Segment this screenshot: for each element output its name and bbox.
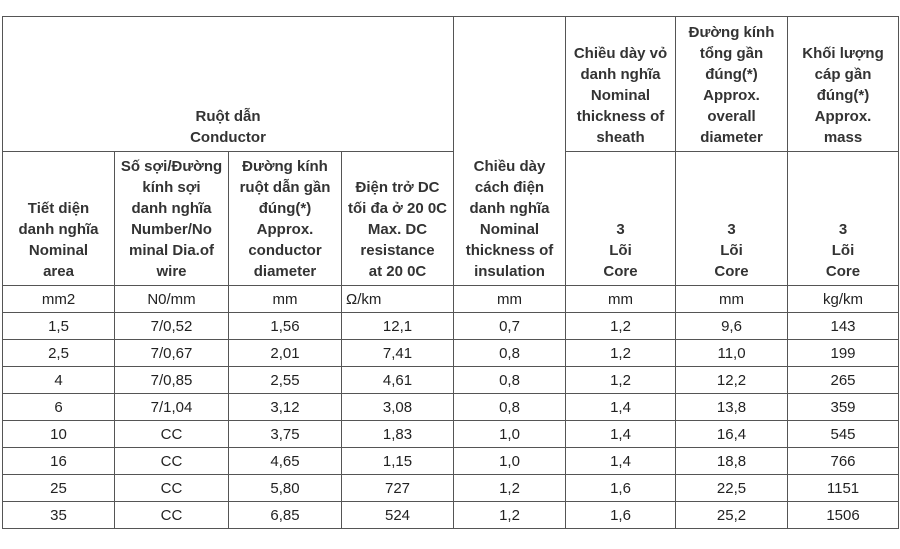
- table-cell: 1,2: [566, 367, 676, 394]
- table-cell: 1,4: [566, 421, 676, 448]
- table-cell: 12,2: [676, 367, 788, 394]
- unit-cell: N0/mm: [115, 286, 229, 313]
- unit-cell: mm: [676, 286, 788, 313]
- table-cell: 7/0,67: [115, 340, 229, 367]
- table-row: [3, 394, 899, 421]
- table-cell: 12,1: [342, 313, 454, 340]
- diameter-core-header: 3 Lõi Core: [676, 152, 788, 286]
- table-cell: 1,4: [566, 448, 676, 475]
- sheath-core-header: 3 Lõi Core: [566, 152, 676, 286]
- table-cell: 25,2: [676, 502, 788, 529]
- table-cell: 0,7: [454, 313, 566, 340]
- table-cell: 7,41: [342, 340, 454, 367]
- table-cell: 6,85: [229, 502, 342, 529]
- table-cell: 0,8: [454, 394, 566, 421]
- table-cell: 0,8: [454, 367, 566, 394]
- table-row: [3, 502, 899, 529]
- table-cell: 4: [3, 367, 115, 394]
- unit-cell: kg/km: [788, 286, 899, 313]
- table-cell: 2,55: [229, 367, 342, 394]
- table-cell: 18,8: [676, 448, 788, 475]
- table-cell: 4,61: [342, 367, 454, 394]
- sheath-thickness-header: Chiều dày vỏ danh nghĩa Nominal thickness of sheath: [566, 17, 676, 152]
- table-cell: 1,2: [454, 502, 566, 529]
- table-cell: 1151: [788, 475, 899, 502]
- table-cell: 199: [788, 340, 899, 367]
- table-cell: 1,6: [566, 502, 676, 529]
- table-cell: CC: [115, 502, 229, 529]
- table-cell: 143: [788, 313, 899, 340]
- table-cell: 25: [3, 475, 115, 502]
- table-cell: 5,80: [229, 475, 342, 502]
- table-row: [3, 475, 899, 502]
- table-cell: 35: [3, 502, 115, 529]
- table-cell: 1,83: [342, 421, 454, 448]
- dc-resistance-header: Điện trở DC tối đa ở 20 0C Max. DC resistance at 20 0C: [342, 152, 454, 286]
- table-cell: 7/1,04: [115, 394, 229, 421]
- table-cell: 545: [788, 421, 899, 448]
- cable-spec-table: [2, 16, 899, 529]
- table-cell: 7/0,85: [115, 367, 229, 394]
- table-cell: 1,0: [454, 421, 566, 448]
- wire-header: Số sợi/Đường kính sợi danh nghĩa Number/No minal Dia.of wire: [115, 152, 229, 286]
- table-cell: 3,08: [342, 394, 454, 421]
- table-cell: 22,5: [676, 475, 788, 502]
- table-cell: 727: [342, 475, 454, 502]
- table-row: [3, 448, 899, 475]
- table-row: [3, 421, 899, 448]
- table-cell: CC: [115, 421, 229, 448]
- table-cell: 0,8: [454, 340, 566, 367]
- table-cell: 1,4: [566, 394, 676, 421]
- table-cell: 10: [3, 421, 115, 448]
- table-cell: 1,5: [3, 313, 115, 340]
- mass-core-header: 3 Lõi Core: [788, 152, 899, 286]
- table-cell: CC: [115, 475, 229, 502]
- table-cell: 1,2: [566, 340, 676, 367]
- table-cell: 1,56: [229, 313, 342, 340]
- table-cell: CC: [115, 448, 229, 475]
- table-row: [3, 367, 899, 394]
- table-cell: 3,75: [229, 421, 342, 448]
- table-cell: 7/0,52: [115, 313, 229, 340]
- table-cell: 4,65: [229, 448, 342, 475]
- table-row: [3, 313, 899, 340]
- table-cell: 766: [788, 448, 899, 475]
- table-cell: 16,4: [676, 421, 788, 448]
- unit-cell: mm: [566, 286, 676, 313]
- table-cell: 3,12: [229, 394, 342, 421]
- table-cell: 11,0: [676, 340, 788, 367]
- table-cell: 2,5: [3, 340, 115, 367]
- table-cell: 265: [788, 367, 899, 394]
- table-cell: 1506: [788, 502, 899, 529]
- table-cell: 16: [3, 448, 115, 475]
- mass-header: Khối lượng cáp gần đúng(*) Approx. mass: [788, 17, 899, 152]
- table-cell: 1,6: [566, 475, 676, 502]
- table-cell: 1,0: [454, 448, 566, 475]
- conductor-group-header: Ruột dẫn Conductor: [3, 17, 454, 152]
- table-cell: 1,2: [566, 313, 676, 340]
- table-cell: 13,8: [676, 394, 788, 421]
- unit-cell: mm: [454, 286, 566, 313]
- units-row: [3, 286, 899, 313]
- unit-cell: Ω/km: [342, 286, 454, 313]
- unit-cell: mm: [229, 286, 342, 313]
- table-cell: 6: [3, 394, 115, 421]
- table-cell: 9,6: [676, 313, 788, 340]
- table-cell: 524: [342, 502, 454, 529]
- overall-diameter-header: Đường kính tổng gần đúng(*) Approx. overall diameter: [676, 17, 788, 152]
- conductor-diameter-header: Đường kính ruột dẫn gần đúng(*) Approx. conductor diameter: [229, 152, 342, 286]
- nominal-area-header: Tiết diện danh nghĩa Nominal area: [3, 152, 115, 286]
- table-cell: 1,2: [454, 475, 566, 502]
- table-cell: 1,15: [342, 448, 454, 475]
- table-cell: 359: [788, 394, 899, 421]
- table-row: [3, 340, 899, 367]
- insulation-thickness-header: Chiều dày cách điện danh nghĩa Nominal thickness of insulation: [454, 17, 566, 286]
- table-cell: 2,01: [229, 340, 342, 367]
- unit-cell: mm2: [3, 286, 115, 313]
